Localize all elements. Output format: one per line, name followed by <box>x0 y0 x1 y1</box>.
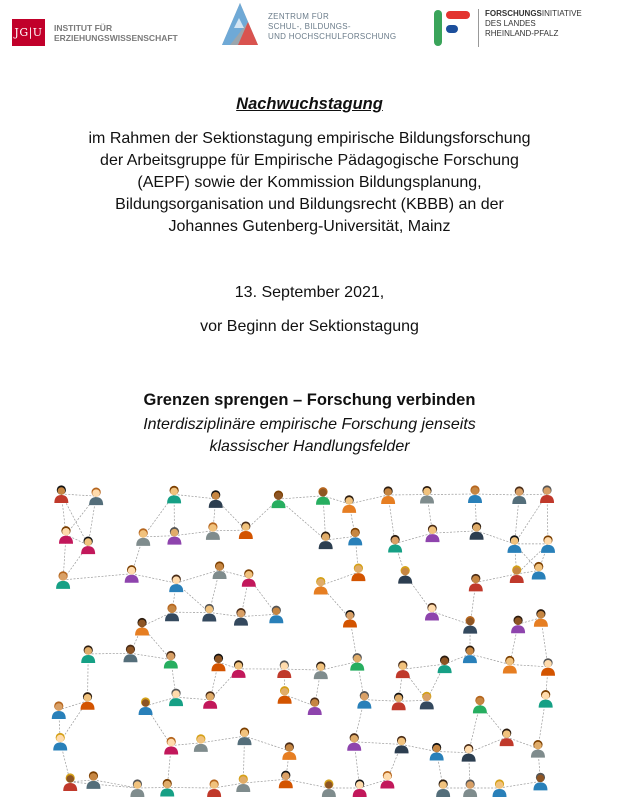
person-avatar-icon <box>510 565 524 583</box>
person-avatar-icon <box>539 690 553 708</box>
person-avatar-icon <box>278 686 292 704</box>
intro-line-2: der Arbeitsgruppe für Empirische Pädagogische Forschung <box>100 152 519 169</box>
zbh-logo <box>218 2 396 46</box>
person-avatar-icon <box>164 737 178 755</box>
jgu-line1: INSTITUT FÜR <box>54 22 113 33</box>
person-avatar-icon <box>242 569 256 587</box>
person-avatar-icon <box>234 608 248 626</box>
person-avatar-icon <box>59 526 73 544</box>
zbh-name <box>268 12 396 42</box>
person-avatar-icon <box>52 701 66 719</box>
person-avatar-icon <box>493 779 507 797</box>
fi-name <box>485 9 582 39</box>
person-avatar-icon <box>89 488 103 506</box>
person-avatar-icon <box>203 691 217 709</box>
network-link <box>213 530 246 531</box>
person-avatar-icon <box>463 616 477 634</box>
person-avatar-icon <box>398 566 412 584</box>
fi-line2: DES LANDES <box>485 19 536 28</box>
intro-line-5: Johannes Gutenberg-Universität, Mainz <box>168 218 451 235</box>
intro-paragraph <box>0 128 619 238</box>
person-avatar-icon <box>136 528 150 546</box>
jgu-institute-name <box>54 23 178 43</box>
person-avatar-icon <box>533 773 547 791</box>
person-avatar-icon <box>351 564 365 582</box>
person-avatar-icon <box>81 537 95 555</box>
network-link <box>70 782 137 788</box>
network-link <box>475 494 519 495</box>
person-avatar-icon <box>388 535 402 553</box>
person-avatar-icon <box>534 609 548 627</box>
person-avatar-icon <box>541 658 555 676</box>
person-avatar-icon <box>213 561 227 579</box>
network-link <box>174 494 216 498</box>
fi-line1 <box>485 9 582 19</box>
theme-subheading <box>0 414 619 458</box>
fi-line1-rest: INITIATIVE <box>541 9 582 18</box>
network-link <box>243 779 286 783</box>
jgu-line2: ERZIEHUNGSWISSENSCHAFT <box>54 32 178 43</box>
person-avatar-icon <box>236 774 250 792</box>
person-avatar-icon <box>425 603 439 621</box>
person-avatar-icon <box>319 531 333 549</box>
network-link <box>88 653 130 654</box>
event-date: 13. September 2021, <box>234 284 385 301</box>
network-link <box>519 494 547 495</box>
zbh-line2: SCHUL-, BILDUNGS- <box>268 22 351 31</box>
page-title: Nachwuchstagung <box>236 95 383 113</box>
fi-line3: RHEINLAND-PFALZ <box>485 29 559 38</box>
person-avatar-icon <box>139 697 153 715</box>
intro-line-3: (AEPF) sowie der Kommission Bildungsplanung, <box>137 174 482 191</box>
person-avatar-icon <box>56 571 70 589</box>
person-avatar-icon <box>500 729 514 747</box>
fi-line1-bold: FORSCHUNGS <box>485 9 542 18</box>
person-avatar-icon <box>342 495 356 513</box>
network-link <box>241 614 276 616</box>
person-avatar-icon <box>395 736 409 754</box>
fi-mark-icon <box>432 9 472 47</box>
zbh-line1: ZENTRUM FÜR <box>268 12 330 21</box>
person-avatar-icon <box>314 577 328 595</box>
network-link <box>284 669 320 670</box>
zbh-line3: UND HOCHSCHULFORSCHUNG <box>268 32 397 41</box>
person-avatar-icon <box>511 616 525 634</box>
jgu-mark: JG|U <box>12 19 45 46</box>
person-avatar-icon <box>380 771 394 789</box>
person-avatar-icon <box>438 656 452 674</box>
network-link <box>427 494 475 495</box>
intro-line-1: im Rahmen der Sektionstagung empirische Bildungsforschung <box>88 130 531 147</box>
network-link <box>63 574 132 580</box>
person-avatar-icon <box>135 618 149 636</box>
theme-heading: Grenzen sprengen – Forschung verbinden <box>143 391 476 409</box>
person-avatar-icon <box>462 744 476 762</box>
person-avatar-icon <box>282 742 296 760</box>
person-avatar-icon <box>53 733 67 751</box>
person-avatar-icon <box>271 490 285 508</box>
person-avatar-icon <box>532 562 546 580</box>
network-link <box>433 531 477 533</box>
person-avatar-icon <box>463 645 477 663</box>
person-avatar-icon <box>473 696 487 714</box>
person-avatar-icon <box>279 771 293 789</box>
person-avatar-icon <box>238 728 252 746</box>
network-link <box>399 700 427 701</box>
network-link <box>61 494 96 496</box>
network-link <box>143 536 174 537</box>
header-logos <box>0 0 619 60</box>
fi-divider <box>478 9 479 47</box>
person-avatar-icon <box>350 653 364 671</box>
triangle-logo-icon <box>218 2 262 46</box>
subtheme-line-2: klassischer Handlungsfelder <box>209 438 410 455</box>
network-link <box>437 752 469 753</box>
forschungsinitiative-logo <box>432 9 582 47</box>
people-network-icon <box>48 482 558 800</box>
person-avatar-icon <box>209 490 223 508</box>
person-avatar-icon <box>396 661 410 679</box>
person-avatar-icon <box>81 692 95 710</box>
person-avatar-icon <box>169 575 183 593</box>
intro-line-4: Bildungsorganisation und Bildungsrecht (KBBB) an der <box>115 196 504 213</box>
person-avatar-icon <box>469 574 483 592</box>
subtheme-line-1: Interdisziplinäre empirische Forschung jenseits <box>143 416 476 433</box>
person-avatar-icon <box>426 525 440 543</box>
person-avatar-icon <box>269 606 283 624</box>
person-avatar-icon <box>348 528 362 546</box>
person-avatar-icon <box>531 740 545 758</box>
person-avatar-icon <box>123 645 137 663</box>
network-link <box>278 499 325 540</box>
network-link <box>278 496 323 499</box>
person-avatar-icon <box>392 693 406 711</box>
person-avatar-icon <box>211 654 225 672</box>
network-link <box>354 742 401 745</box>
event-timing: vor Beginn der Sektionstagung <box>200 318 419 335</box>
jgu-logo <box>12 19 178 46</box>
network-link <box>510 664 548 666</box>
network-link <box>176 697 210 700</box>
network-link <box>364 700 398 702</box>
person-avatar-icon <box>308 697 322 715</box>
network-link <box>403 664 445 669</box>
